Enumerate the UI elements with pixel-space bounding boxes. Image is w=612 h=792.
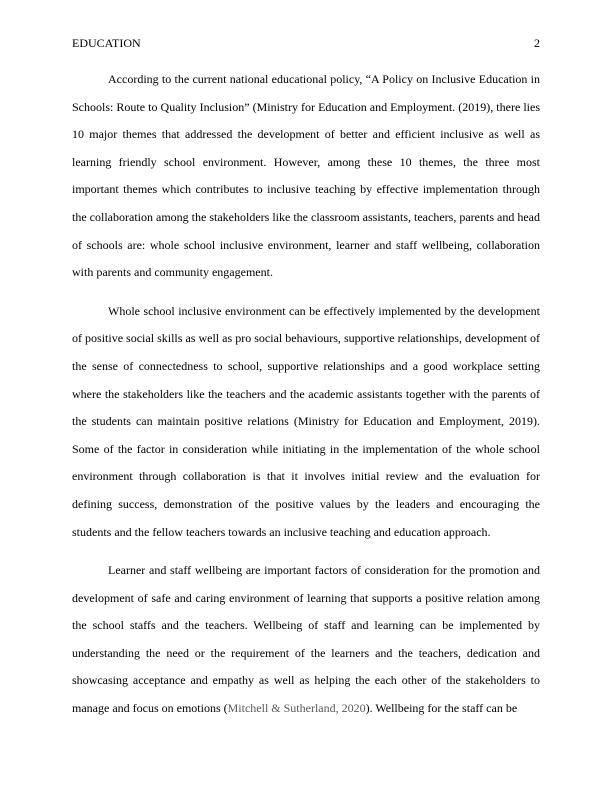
document-body [72, 66, 540, 734]
page-header [72, 35, 540, 51]
paragraph-3 [72, 557, 540, 723]
page-number: 2 [534, 36, 540, 50]
citation: Mitchell & Sutherland, 2020 [227, 701, 366, 716]
paragraph-1: According to the current national educational policy, “A Policy on Inclusive Education in Schools: Route to Quality Inclusion” (Ministry for Education and Employment. (2019), there lies 10 major themes that addressed the development of better and efficient inclusive as well as learning friendly school environment. However, among these 10 themes, the three most important themes which contributes to inclusive teaching by effective implementation through the collaboration among the stakeholders like the classroom assistants, teachers, parents and head of schools are: whole school inclusive environment, learner and staff wellbeing, collaboration with parents and community engagement. [72, 72, 540, 280]
paragraph-3-text-end: ). Wellbeing for the staff can be [365, 701, 518, 716]
paragraph-3-text-start: Learner and staff wellbeing are important factors of consideration for the promotion and development of safe and caring environment of learning that supports a positive relation among the school staffs and the teachers. Wellbeing of staff and learning can be implemented by understanding the need or the requirement of the learners and the teachers, dedication and showcasing acceptance and empathy as well as helping the each other of the stakeholders to manage and focus on emotions ( [72, 563, 540, 716]
running-head: EDUCATION [72, 36, 141, 50]
paragraph-2: Whole school inclusive environment can be effectively implemented by the development of positive social skills as well as pro social behaviours, supportive relationships, development of the sense of connectedness to school, supportive relationships and a good workplace setting where the stakeholders like the teachers and the academic assistants together with the parents of the students can maintain positive relations (Ministry for Education and Employment, 2019). Some of the factor in consideration while initiating in the implementation of the whole school environment through collaboration is that it involves initial review and the evaluation for defining success, demonstration of the positive values by the leaders and encouraging the students and the fellow teachers towards an inclusive teaching and education approach. [72, 303, 540, 539]
